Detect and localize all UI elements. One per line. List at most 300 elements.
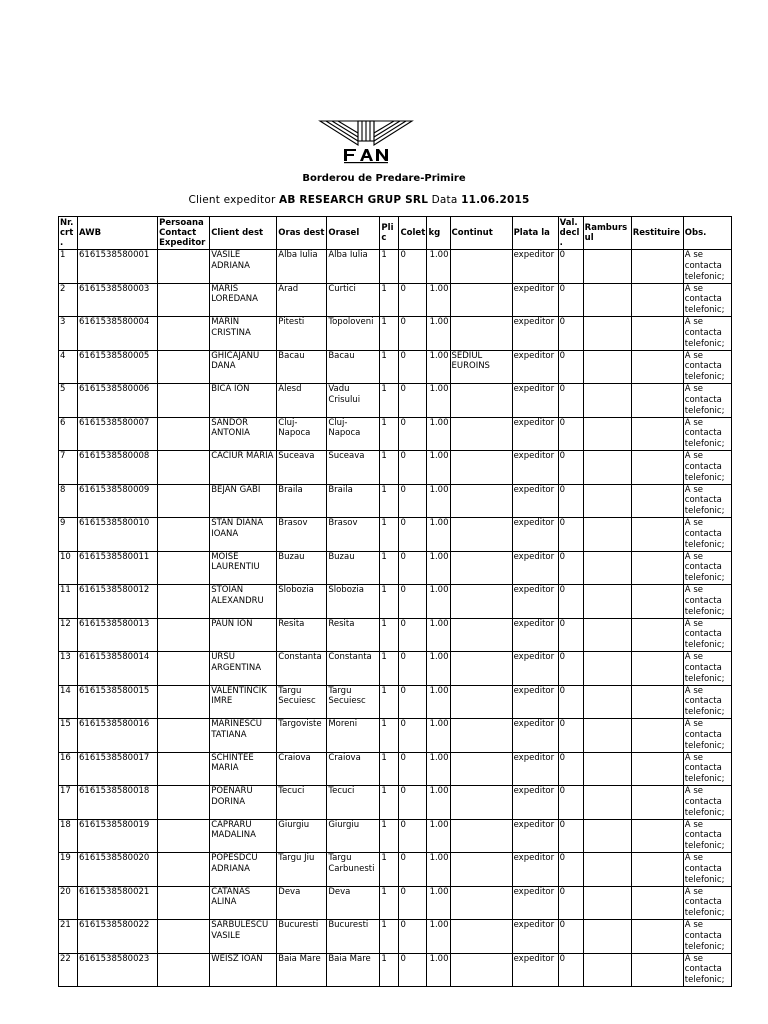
cell-continut [450,685,512,719]
cell-client: CATANAS ALINA [210,886,277,920]
cell-plic: 1 [380,652,399,686]
document-title: Borderou de Predare-Primire [302,173,466,184]
cell-obs: A se contacta telefonic; [683,585,731,619]
cell-persoana [158,652,210,686]
table-row [59,250,732,284]
cell-plic: 1 [380,451,399,485]
document-date: 11.06.2015 [461,194,530,206]
cell-awb: 6161538580003 [78,283,158,317]
cell-orasel: Slobozia [327,585,380,619]
cell-plata: expeditor [512,886,558,920]
cell-continut [450,652,512,686]
cell-plic: 1 [380,551,399,585]
cell-persoana [158,719,210,753]
cell-ramburs [583,953,631,987]
cell-colet: 0 [399,250,427,284]
table-row [59,551,732,585]
cell-orasel: Topoloveni [327,317,380,351]
cell-obs: A se contacta telefonic; [683,451,731,485]
cell-restituire [631,953,683,987]
col-header-continut: Continut [450,217,512,250]
cell-val: 0 [558,451,583,485]
cell-colet: 0 [399,384,427,418]
cell-awb: 6161538580006 [78,384,158,418]
cell-orasel: Moreni [327,719,380,753]
cell-nr: 12 [59,618,78,652]
cell-client: CAPRARU MADALINA [210,819,277,853]
cell-continut [450,417,512,451]
cell-kg: 1.00 [427,417,450,451]
cell-val: 0 [558,652,583,686]
cell-orasel: Cluj-Napoca [327,417,380,451]
cell-orasel: Constanta [327,652,380,686]
cell-kg: 1.00 [427,953,450,987]
cell-awb: 6161538580014 [78,652,158,686]
cell-ramburs [583,484,631,518]
cell-oras: Suceava [277,451,327,485]
cell-val: 0 [558,786,583,820]
cell-plic: 1 [380,886,399,920]
table-row [59,484,732,518]
cell-ramburs [583,685,631,719]
cell-continut [450,853,512,887]
cell-colet: 0 [399,317,427,351]
cell-plata: expeditor [512,585,558,619]
cell-persoana [158,350,210,384]
cell-ramburs [583,920,631,954]
cell-awb: 6161538580009 [78,484,158,518]
cell-restituire [631,886,683,920]
cell-val: 0 [558,350,583,384]
cell-awb: 6161538580022 [78,920,158,954]
cell-colet: 0 [399,451,427,485]
cell-ramburs [583,518,631,552]
cell-val: 0 [558,752,583,786]
cell-awb: 6161538580021 [78,886,158,920]
document-subtitle [0,194,718,206]
cell-obs: A se contacta telefonic; [683,618,731,652]
table-row [59,518,732,552]
cell-awb: 6161538580007 [78,417,158,451]
cell-restituire [631,618,683,652]
cell-ramburs [583,417,631,451]
cell-colet: 0 [399,953,427,987]
cell-colet: 0 [399,719,427,753]
cell-colet: 0 [399,752,427,786]
cell-client: BICA ION [210,384,277,418]
cell-continut: SEDIUL EUROINS [450,350,512,384]
cell-orasel: Deva [327,886,380,920]
cell-kg: 1.00 [427,685,450,719]
cell-oras: Targu Secuiesc [277,685,327,719]
col-header-kg: kg [427,217,450,250]
cell-nr: 9 [59,518,78,552]
cell-restituire [631,384,683,418]
cell-plata: expeditor [512,417,558,451]
date-label: Data [431,194,458,206]
cell-continut [450,719,512,753]
cell-ramburs [583,551,631,585]
cell-obs: A se contacta telefonic; [683,886,731,920]
cell-client: SCHINTEE MARIA [210,752,277,786]
cell-plic: 1 [380,585,399,619]
cell-val: 0 [558,384,583,418]
cell-orasel: Giurgiu [327,819,380,853]
cell-oras: Giurgiu [277,819,327,853]
cell-val: 0 [558,819,583,853]
cell-client: POPESDCU ADRIANA [210,853,277,887]
cell-client: VALENTINCIK IMRE [210,685,277,719]
col-header-restituire: Restituire [631,217,683,250]
cell-oras: Targoviste [277,719,327,753]
cell-obs: A se contacta telefonic; [683,350,731,384]
cell-colet: 0 [399,786,427,820]
col-header-oras: Oras dest [277,217,327,250]
table-header-row [59,217,732,250]
cell-colet: 0 [399,518,427,552]
cell-plata: expeditor [512,384,558,418]
cell-continut [450,886,512,920]
cell-nr: 8 [59,484,78,518]
cell-continut [450,317,512,351]
cell-ramburs [583,853,631,887]
cell-oras: Constanta [277,652,327,686]
cell-client: BEJAN GABI [210,484,277,518]
cell-plata: expeditor [512,853,558,887]
cell-restituire [631,652,683,686]
cell-persoana [158,518,210,552]
cell-colet: 0 [399,618,427,652]
cell-kg: 1.00 [427,250,450,284]
cell-persoana [158,618,210,652]
cell-nr: 4 [59,350,78,384]
col-header-ramburs: Rambursul [583,217,631,250]
table-row [59,317,732,351]
cell-plic: 1 [380,283,399,317]
cell-awb: 6161538580008 [78,451,158,485]
cell-ramburs [583,886,631,920]
cell-nr: 15 [59,719,78,753]
cell-restituire [631,920,683,954]
cell-nr: 2 [59,283,78,317]
cell-plata: expeditor [512,786,558,820]
cell-plata: expeditor [512,719,558,753]
cell-oras: Bucuresti [277,920,327,954]
cell-orasel: Bucuresti [327,920,380,954]
cell-plata: expeditor [512,953,558,987]
cell-nr: 1 [59,250,78,284]
cell-restituire [631,853,683,887]
cell-orasel: Resita [327,618,380,652]
cell-continut [450,484,512,518]
cell-client: GHICAJANU DANA [210,350,277,384]
cell-awb: 6161538580016 [78,719,158,753]
cell-oras: Deva [277,886,327,920]
cell-orasel: Brasov [327,518,380,552]
table-row [59,752,732,786]
cell-client: STAN DIANA IOANA [210,518,277,552]
col-header-persoana: Persoana Contact Expeditor [158,217,210,250]
cell-nr: 11 [59,585,78,619]
cell-nr: 7 [59,451,78,485]
cell-plata: expeditor [512,484,558,518]
cell-colet: 0 [399,652,427,686]
cell-restituire [631,417,683,451]
cell-awb: 6161538580010 [78,518,158,552]
cell-client: MARIS LOREDANA [210,283,277,317]
cell-val: 0 [558,719,583,753]
cell-nr: 5 [59,384,78,418]
col-header-obs: Obs. [683,217,731,250]
cell-client: SANDOR ANTONIA [210,417,277,451]
cell-persoana [158,551,210,585]
table-row [59,920,732,954]
cell-nr: 22 [59,953,78,987]
cell-val: 0 [558,953,583,987]
cell-persoana [158,451,210,485]
cell-orasel: Targu Secuiesc [327,685,380,719]
cell-colet: 0 [399,417,427,451]
cell-plic: 1 [380,920,399,954]
cell-kg: 1.00 [427,484,450,518]
cell-orasel: Tecuci [327,786,380,820]
cell-continut [450,250,512,284]
cell-ramburs [583,451,631,485]
cell-awb: 6161538580004 [78,317,158,351]
cell-continut [450,953,512,987]
cell-kg: 1.00 [427,384,450,418]
cell-colet: 0 [399,283,427,317]
cell-continut [450,451,512,485]
cell-persoana [158,853,210,887]
cell-plata: expeditor [512,350,558,384]
cell-plic: 1 [380,417,399,451]
cell-ramburs [583,752,631,786]
cell-continut [450,920,512,954]
cell-awb: 6161538580020 [78,853,158,887]
cell-restituire [631,685,683,719]
cell-plata: expeditor [512,685,558,719]
cell-val: 0 [558,484,583,518]
cell-kg: 1.00 [427,518,450,552]
cell-plic: 1 [380,618,399,652]
table-row [59,451,732,485]
cell-restituire [631,719,683,753]
cell-ramburs [583,786,631,820]
cell-oras: Arad [277,283,327,317]
cell-colet: 0 [399,585,427,619]
cell-restituire [631,484,683,518]
cell-oras: Cluj-Napoca [277,417,327,451]
cell-nr: 16 [59,752,78,786]
cell-plata: expeditor [512,250,558,284]
cell-restituire [631,752,683,786]
cell-oras: Braila [277,484,327,518]
cell-nr: 3 [59,317,78,351]
cell-oras: Brasov [277,518,327,552]
cell-orasel: Curtici [327,283,380,317]
cell-client: MOISE LAURENTIU [210,551,277,585]
cell-oras: Slobozia [277,585,327,619]
table-row [59,886,732,920]
cell-plata: expeditor [512,920,558,954]
cell-awb: 6161538580018 [78,786,158,820]
cell-continut [450,518,512,552]
table-row [59,585,732,619]
cell-oras: Tecuci [277,786,327,820]
cell-orasel: Vadu Crisului [327,384,380,418]
cell-nr: 17 [59,786,78,820]
cell-obs: A se contacta telefonic; [683,484,731,518]
cell-obs: A se contacta telefonic; [683,752,731,786]
cell-ramburs [583,618,631,652]
cell-plic: 1 [380,786,399,820]
cell-obs: A se contacta telefonic; [683,518,731,552]
cell-obs: A se contacta telefonic; [683,719,731,753]
cell-oras: Craiova [277,752,327,786]
cell-plic: 1 [380,853,399,887]
cell-colet: 0 [399,350,427,384]
cell-val: 0 [558,618,583,652]
cell-kg: 1.00 [427,451,450,485]
cell-kg: 1.00 [427,819,450,853]
cell-persoana [158,250,210,284]
col-header-colet: Colet [399,217,427,250]
cell-colet: 0 [399,853,427,887]
cell-plic: 1 [380,685,399,719]
cell-plata: expeditor [512,752,558,786]
cell-nr: 21 [59,920,78,954]
cell-nr: 14 [59,685,78,719]
cell-plata: expeditor [512,283,558,317]
cell-awb: 6161538580017 [78,752,158,786]
cell-colet: 0 [399,886,427,920]
cell-continut [450,786,512,820]
cell-plata: expeditor [512,819,558,853]
cell-nr: 20 [59,886,78,920]
cell-plata: expeditor [512,618,558,652]
col-header-orasel: Orasel [327,217,380,250]
cell-persoana [158,417,210,451]
cell-orasel: Bacau [327,350,380,384]
cell-val: 0 [558,853,583,887]
cell-persoana [158,752,210,786]
col-header-nr: Nr. crt. [59,217,78,250]
cell-plata: expeditor [512,652,558,686]
cell-kg: 1.00 [427,853,450,887]
table-row [59,384,732,418]
table-row [59,283,732,317]
cell-plic: 1 [380,953,399,987]
cell-kg: 1.00 [427,920,450,954]
cell-obs: A se contacta telefonic; [683,250,731,284]
cell-client: WEISZ IOAN [210,953,277,987]
cell-obs: A se contacta telefonic; [683,920,731,954]
table-row [59,786,732,820]
table-row [59,719,732,753]
cell-awb: 6161538580019 [78,819,158,853]
cell-persoana [158,819,210,853]
cell-awb: 6161538580023 [78,953,158,987]
table-row [59,652,732,686]
cell-kg: 1.00 [427,719,450,753]
cell-orasel: Suceava [327,451,380,485]
table-row [59,350,732,384]
cell-persoana [158,317,210,351]
cell-ramburs [583,719,631,753]
cell-orasel: Braila [327,484,380,518]
cell-orasel: Baia Mare [327,953,380,987]
shipments-table [58,216,732,987]
cell-continut [450,819,512,853]
cell-obs: A se contacta telefonic; [683,417,731,451]
cell-val: 0 [558,417,583,451]
cell-val: 0 [558,551,583,585]
cell-plata: expeditor [512,551,558,585]
cell-obs: A se contacta telefonic; [683,819,731,853]
cell-plic: 1 [380,317,399,351]
cell-awb: 6161538580011 [78,551,158,585]
cell-colet: 0 [399,484,427,518]
cell-obs: A se contacta telefonic; [683,283,731,317]
cell-awb: 6161538580013 [78,618,158,652]
cell-oras: Targu Jiu [277,853,327,887]
cell-obs: A se contacta telefonic; [683,953,731,987]
cell-plic: 1 [380,518,399,552]
cell-oras: Buzau [277,551,327,585]
cell-ramburs [583,283,631,317]
cell-plic: 1 [380,819,399,853]
cell-orasel: Craiova [327,752,380,786]
cell-oras: Alba Iulia [277,250,327,284]
cell-restituire [631,250,683,284]
cell-persoana [158,484,210,518]
cell-restituire [631,283,683,317]
cell-nr: 13 [59,652,78,686]
table-row [59,685,732,719]
cell-nr: 19 [59,853,78,887]
col-header-plata: Plata la [512,217,558,250]
cell-ramburs [583,819,631,853]
cell-restituire [631,819,683,853]
cell-kg: 1.00 [427,551,450,585]
table-row [59,853,732,887]
table-row [59,819,732,853]
cell-continut [450,283,512,317]
cell-persoana [158,886,210,920]
cell-awb: 6161538580015 [78,685,158,719]
cell-oras: Baia Mare [277,953,327,987]
cell-kg: 1.00 [427,618,450,652]
cell-orasel: Buzau [327,551,380,585]
cell-client: STOIAN ALEXANDRU [210,585,277,619]
cell-client: PAUN ION [210,618,277,652]
cell-persoana [158,786,210,820]
cell-colet: 0 [399,920,427,954]
cell-restituire [631,451,683,485]
cell-continut [450,551,512,585]
client-name: AB RESEARCH GRUP SRL [279,194,429,206]
cell-obs: A se contacta telefonic; [683,786,731,820]
cell-kg: 1.00 [427,585,450,619]
cell-continut [450,618,512,652]
cell-client: SARBULESCU VASILE [210,920,277,954]
cell-ramburs [583,317,631,351]
cell-restituire [631,551,683,585]
cell-persoana [158,585,210,619]
cell-awb: 6161538580005 [78,350,158,384]
cell-ramburs [583,250,631,284]
